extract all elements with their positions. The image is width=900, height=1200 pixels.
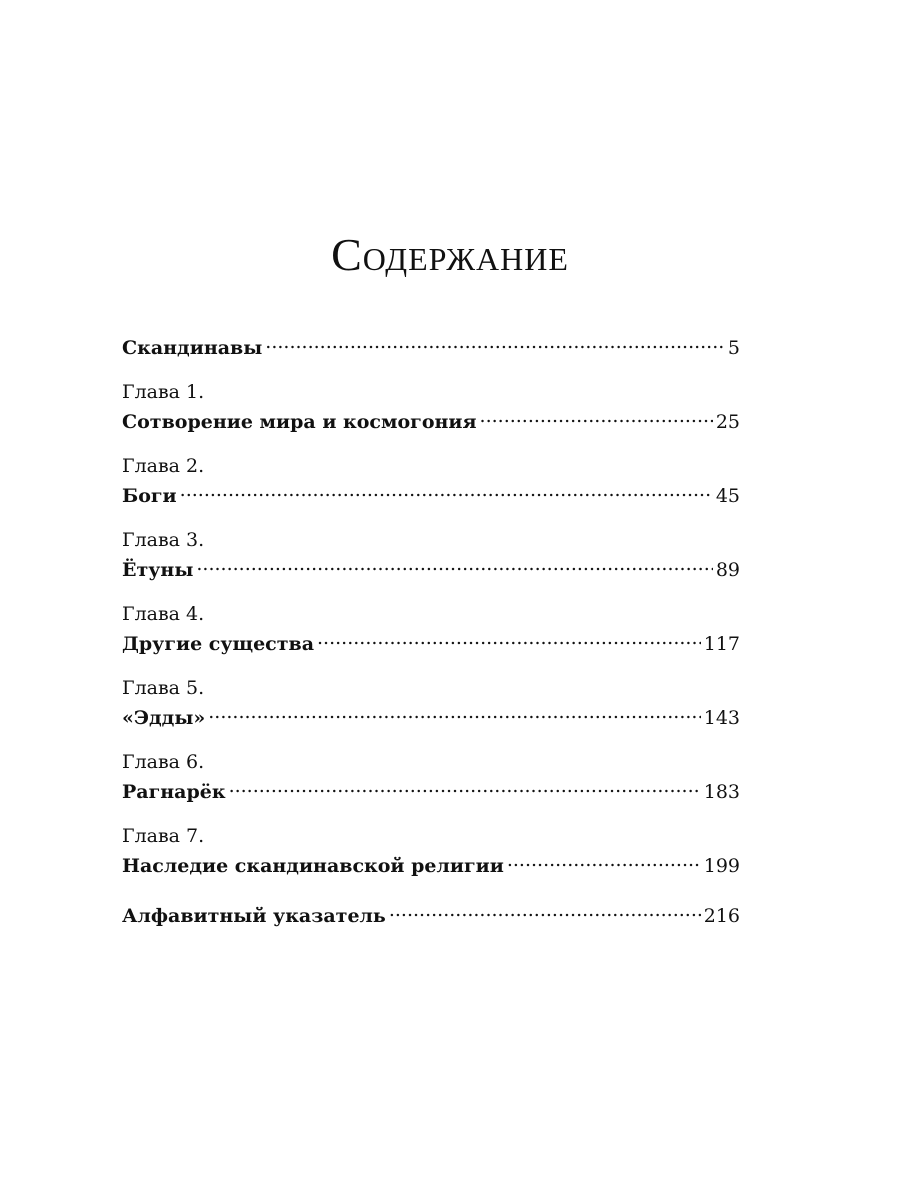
dot-leader <box>507 848 701 872</box>
chapter-label: Глава 5. <box>122 677 205 699</box>
toc-page-number: 89 <box>715 559 740 581</box>
toc-entry-title: Скандинавы <box>122 337 263 359</box>
toc-line[interactable] <box>122 478 740 507</box>
toc-entry-title: Сотворение мира и космогония <box>122 411 477 433</box>
dot-leader <box>196 552 712 576</box>
toc-entry-chapter-6 <box>122 750 740 803</box>
toc-line[interactable] <box>122 898 740 927</box>
chapter-label: Глава 3. <box>122 529 205 551</box>
toc-entry-scandinavians <box>122 330 740 359</box>
toc-entry-title: Другие существа <box>122 633 315 655</box>
toc-page-number: 5 <box>727 337 740 359</box>
toc-entry-chapter-4 <box>122 602 740 655</box>
toc-page-number: 199 <box>703 855 740 877</box>
toc-page-number: 216 <box>703 905 740 927</box>
toc-entry-title: Рагнарёк <box>122 781 226 803</box>
toc-page-number: 183 <box>703 781 740 803</box>
toc-page-number: 143 <box>703 707 740 729</box>
dot-leader <box>265 330 725 354</box>
toc-entry-chapter-1 <box>122 380 740 433</box>
table-of-contents <box>122 330 740 927</box>
toc-entry-title: Алфавитный указатель <box>122 905 386 927</box>
toc-entry-chapter-5 <box>122 676 740 729</box>
toc-line[interactable] <box>122 330 740 359</box>
toc-line[interactable] <box>122 848 740 877</box>
toc-entry-title: Боги <box>122 485 177 507</box>
dot-leader <box>480 404 713 428</box>
toc-page-number: 117 <box>703 633 740 655</box>
toc-entry-title: «Эдды» <box>122 707 206 729</box>
dot-leader <box>317 626 701 650</box>
toc-page-number: 25 <box>715 411 740 433</box>
toc-page-number: 45 <box>715 485 740 507</box>
dot-leader <box>229 774 701 798</box>
toc-line[interactable] <box>122 404 740 433</box>
chapter-label: Глава 6. <box>122 751 205 773</box>
dot-leader <box>180 478 713 502</box>
chapter-label: Глава 4. <box>122 603 205 625</box>
toc-line[interactable] <box>122 626 740 655</box>
chapter-label: Глава 2. <box>122 455 205 477</box>
dot-leader <box>389 898 701 922</box>
page-title: Содержание <box>331 229 569 280</box>
toc-line[interactable] <box>122 774 740 803</box>
toc-entry-index <box>122 898 740 927</box>
toc-line[interactable] <box>122 700 740 729</box>
toc-entry-chapter-2 <box>122 454 740 507</box>
chapter-label: Глава 1. <box>122 381 205 403</box>
toc-line[interactable] <box>122 552 740 581</box>
chapter-label: Глава 7. <box>122 825 205 847</box>
toc-entry-title: Ётуны <box>122 559 194 581</box>
toc-entry-chapter-3 <box>122 528 740 581</box>
dot-leader <box>208 700 700 724</box>
toc-entry-title: Наследие скандинавской религии <box>122 855 504 877</box>
toc-entry-chapter-7 <box>122 824 740 877</box>
